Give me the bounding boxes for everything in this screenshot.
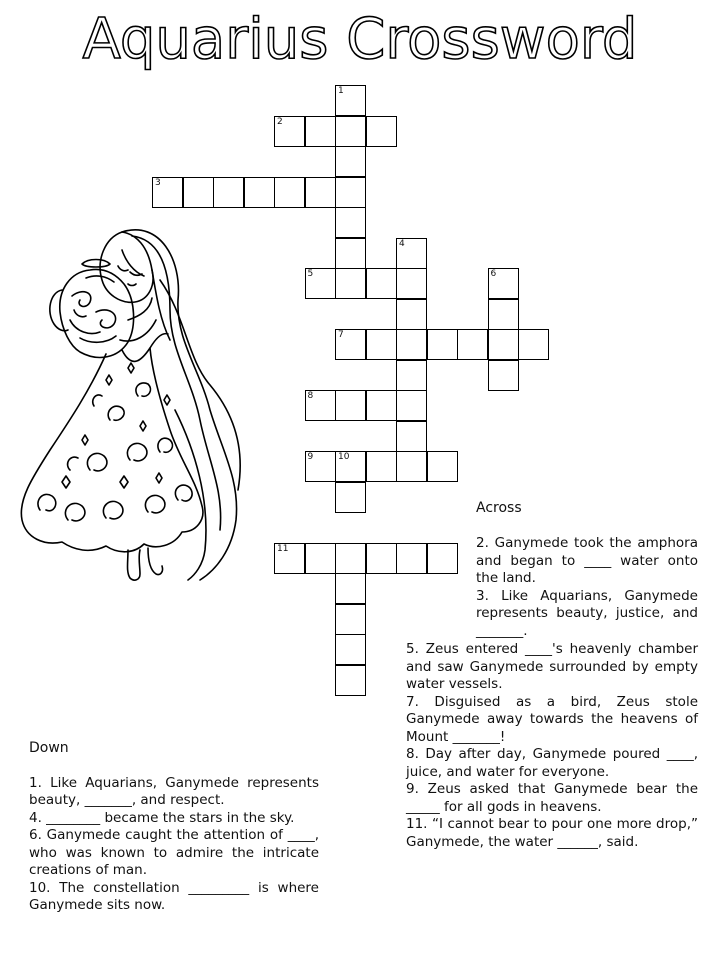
grid-cell[interactable] — [366, 268, 397, 299]
grid-cell[interactable] — [488, 268, 519, 299]
down-clue-4: 4. ________ became the stars in the sky. — [29, 809, 295, 826]
grid-cell[interactable] — [274, 116, 305, 147]
clue-number: 6 — [490, 269, 497, 279]
clue-number: 5 — [307, 269, 314, 279]
grid-cell[interactable] — [335, 604, 366, 635]
grid-cell[interactable] — [335, 390, 366, 421]
grid-cell[interactable] — [396, 451, 427, 482]
down-clue-10: 10. The constellation _________ is where Ganymede sits now. — [29, 879, 319, 913]
grid-cell[interactable] — [335, 85, 366, 116]
grid-cell[interactable] — [366, 329, 397, 360]
grid-cell[interactable] — [335, 207, 366, 238]
grid-cell[interactable] — [366, 390, 397, 421]
across-clue-5: 5. Zeus entered ____'s heavenly chamber and saw Ganymede surrounded by empty water vessels. — [406, 641, 698, 692]
across-clues-bottom — [406, 641, 698, 851]
aquarius-water-bearer-icon — [10, 220, 250, 590]
across-clue-9: 9. Zeus asked that Ganymede bear the _____ for all gods in heavens. — [406, 781, 698, 815]
grid-cell[interactable] — [335, 543, 366, 574]
grid-cell[interactable] — [427, 451, 458, 482]
clue-number: 1 — [338, 86, 344, 96]
grid-cell[interactable] — [427, 329, 458, 360]
grid-cell[interactable] — [366, 543, 397, 574]
grid-cell[interactable] — [305, 543, 336, 574]
grid-cell[interactable] — [335, 634, 366, 665]
grid-cell[interactable] — [305, 116, 336, 147]
grid-cell[interactable] — [335, 451, 366, 482]
grid-cell[interactable] — [396, 268, 427, 299]
grid-cell[interactable] — [335, 146, 366, 177]
grid-cell[interactable] — [488, 299, 519, 330]
clue-number: 7 — [338, 330, 344, 340]
across-clue-11: 11. “I cannot bear to pour one more drop,” Ganymede, the water ______, said. — [406, 816, 698, 850]
grid-cell[interactable] — [335, 329, 366, 360]
grid-cell[interactable] — [396, 421, 427, 452]
grid-cell[interactable] — [305, 268, 336, 299]
across-clue-7: 7. Disguised as a bird, Zeus stole Ganymede away towards the heavens of Mount _______! — [406, 693, 698, 745]
grid-cell[interactable] — [396, 299, 427, 330]
down-heading: Down — [29, 740, 69, 756]
across-heading: Across — [476, 500, 522, 516]
grid-cell[interactable] — [305, 390, 336, 421]
grid-cell[interactable] — [396, 360, 427, 391]
across-clues-top — [476, 535, 698, 640]
grid-cell[interactable] — [488, 329, 519, 360]
grid-cell[interactable] — [274, 177, 305, 208]
grid-cell[interactable] — [396, 390, 427, 421]
grid-cell[interactable] — [335, 482, 366, 513]
page-title-text: Aquarius Crossword — [82, 7, 638, 72]
grid-cell[interactable] — [335, 177, 366, 208]
grid-cell[interactable] — [183, 177, 214, 208]
clue-number: 9 — [307, 452, 314, 462]
grid-cell[interactable] — [305, 451, 336, 482]
grid-cell[interactable] — [274, 543, 305, 574]
grid-cell[interactable] — [518, 329, 549, 360]
grid-cell[interactable] — [152, 177, 183, 208]
clue-number: 10 — [338, 452, 350, 462]
grid-cell[interactable] — [335, 665, 366, 696]
down-clues — [29, 740, 319, 915]
clue-number: 8 — [307, 391, 314, 401]
grid-cell[interactable] — [427, 543, 458, 574]
grid-cell[interactable] — [366, 451, 397, 482]
grid-cell[interactable] — [366, 116, 397, 147]
grid-cell[interactable] — [213, 177, 244, 208]
grid-cell[interactable] — [305, 177, 336, 208]
across-clue-8: 8. Day after day, Ganymede poured ____, juice, and water for everyone. — [406, 746, 698, 780]
grid-cell[interactable] — [335, 268, 366, 299]
clue-number: 2 — [277, 116, 283, 127]
grid-cell[interactable] — [244, 177, 275, 208]
clue-number: 4 — [399, 238, 405, 249]
grid-cell[interactable] — [335, 573, 366, 604]
grid-cell[interactable] — [457, 329, 488, 360]
grid-cell[interactable] — [396, 329, 427, 360]
across-clue-2: 2. Ganymede took the amphora and began to ____ water onto the land. — [476, 535, 698, 586]
grid-cell[interactable] — [396, 543, 427, 574]
grid-cell[interactable] — [488, 360, 519, 391]
grid-cell[interactable] — [335, 238, 366, 269]
down-clue-1: 1. Like Aquarians, Ganymede represents beauty, _______, and respect. — [29, 774, 319, 808]
clue-number: 11 — [277, 543, 289, 554]
grid-cell[interactable] — [335, 116, 366, 147]
grid-cell[interactable] — [396, 238, 427, 269]
across-clue-3: 3. Like Aquarians, Ganymede represents beauty, justice, and _______. — [476, 587, 698, 639]
down-clue-6: 6. Ganymede caught the attention of ____, who was known to admire the intricate creations of man. — [29, 827, 319, 878]
clue-number: 3 — [155, 177, 161, 188]
